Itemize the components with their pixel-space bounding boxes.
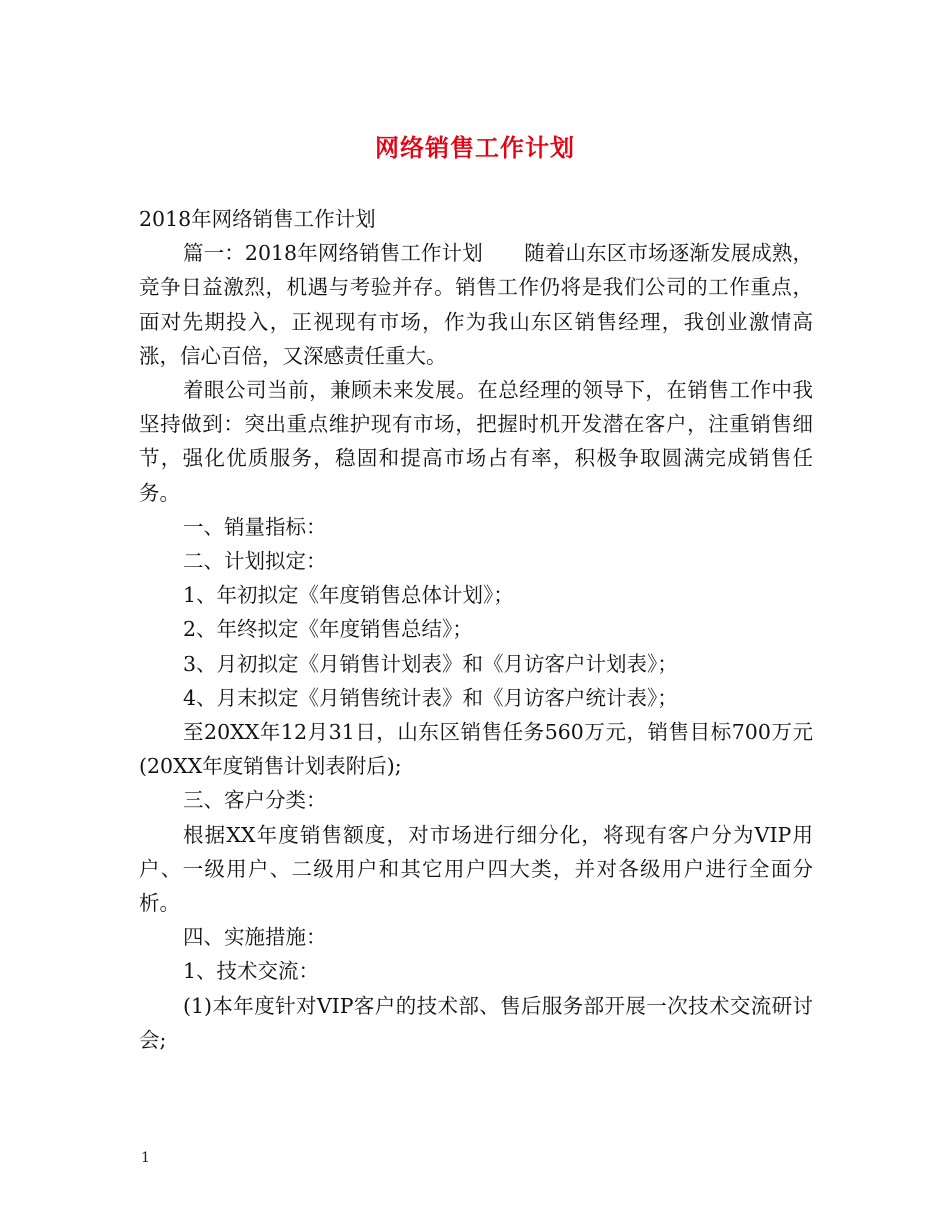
document-body: [139, 202, 813, 1057]
list-item: 2、年终拟定《年度销售总结》；: [183, 617, 473, 642]
paragraph-intro: 篇一：2018年网络销售工作计划 随着山东区市场逐渐发展成熟，竞争日益激烈，机遇与考验并存。销售工作仍将是我们公司的工作重点，面对先期投入，正视现有市场，作为我山东区销售经理，我创业激情高涨，信心百倍，又深感责任重大。: [139, 241, 813, 368]
page-number: 1: [141, 1150, 150, 1166]
list-item: (1)本年度针对VIP客户的技术部、售后服务部开展一次技术交流研讨会;: [139, 993, 813, 1052]
list-item: 1、年初拟定《年度销售总体计划》；: [183, 583, 514, 608]
list-item: 4、月末拟定《月销售统计表》和《月访客户统计表》；: [183, 685, 678, 710]
subsection-heading-tech-exchange: 1、技术交流：: [183, 959, 320, 984]
page-title: 网络销售工作计划: [375, 133, 575, 162]
section-heading-plan: 二、计划拟定：: [183, 549, 327, 574]
section-heading-customer-classification: 三、客户分类：: [183, 788, 327, 813]
section-heading-measures: 四、实施措施：: [183, 925, 327, 950]
paragraph-customer-classification: 根据XX年度销售额度，对市场进行细分化，将现有客户分为VIP用户、一级用户、二级用户和其它用户四大类，并对各级用户进行全面分析。: [139, 822, 813, 916]
paragraph-sales-task: 至20XX年12月31日，山东区销售任务560万元，销售目标700万元(20XX年度销售计划表附后);: [139, 720, 813, 779]
section-heading-sales-target: 一、销量指标：: [183, 514, 327, 539]
paragraph-subtitle: 2018年网络销售工作计划: [139, 207, 376, 231]
list-item: 3、月初拟定《月销售计划表》和《月访客户计划表》；: [183, 651, 678, 676]
paragraph-strategy: 着眼公司当前，兼顾未来发展。在总经理的领导下，在销售工作中我坚持做到：突出重点维护现有市场，把握时机开发潜在客户，注重销售细节，强化优质服务，稳固和提高市场占有率，积极争取圆满完成销售任务。: [139, 378, 813, 505]
